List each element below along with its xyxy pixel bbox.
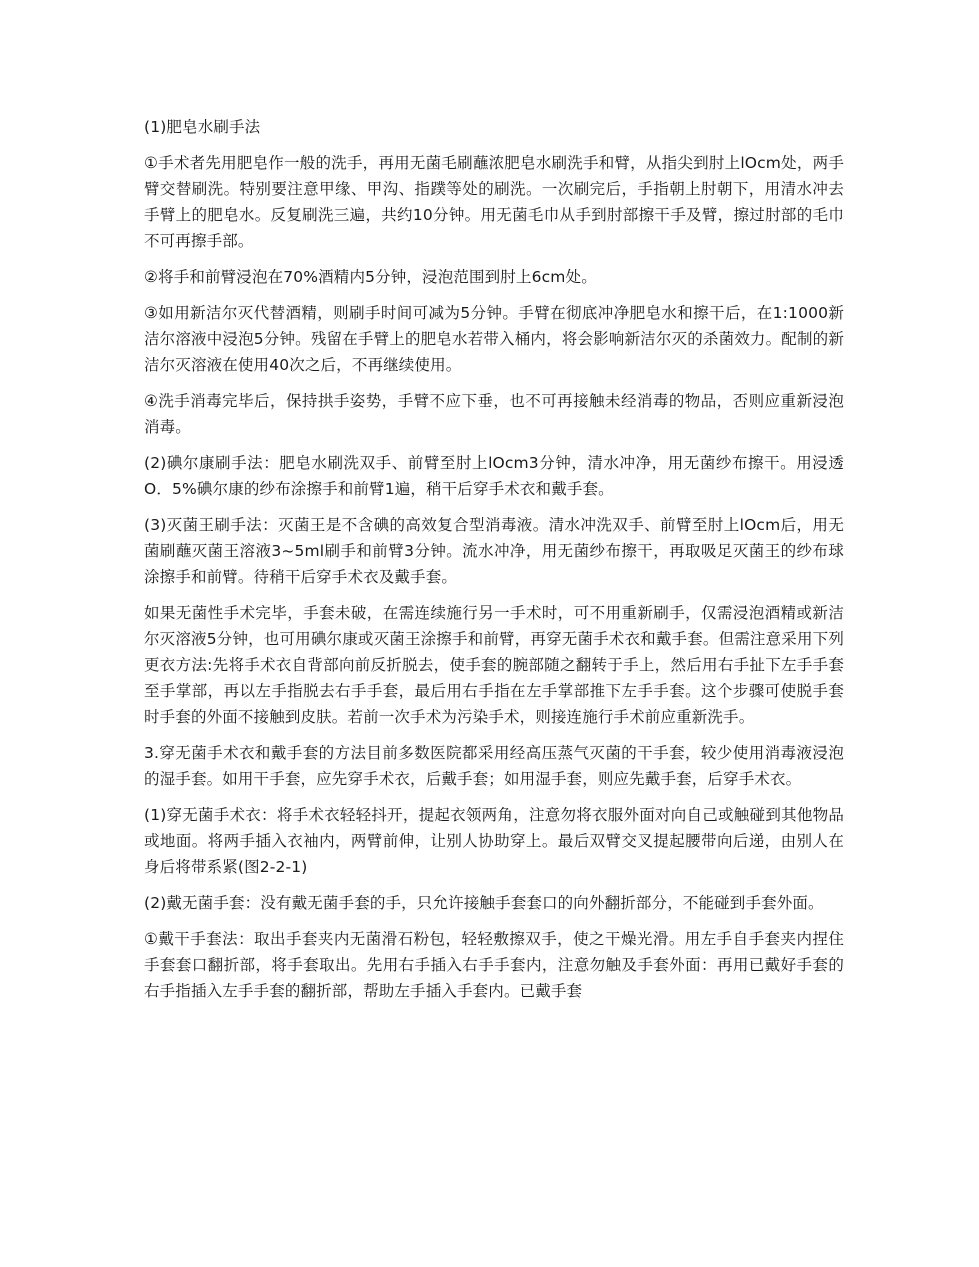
paragraph-wear-gloves: (2)戴无菌手套：没有戴无菌手套的手，只允许接触手套套口的向外翻折部分，不能碰到手套外面。 xyxy=(144,894,824,912)
paragraph-iodine-scrub: (2)碘尔康刷手法：肥皂水刷洗双手、前臂至肘上lOcm3分钟，清水冲净，用无菌纱布擦干。用浸透O．5%碘尔康的纱布涂擦手和前臂1遍，稍干后穿手术衣和戴手套。 xyxy=(144,454,844,498)
paragraph-sterilizer-scrub: (3)灭菌王刷手法：灭菌王是不含碘的高效复合型消毒液。清水冲洗双手、前臂至肘上lOcm后，用无菌刷蘸灭菌王溶液3~5ml刷手和前臂3分钟。流水冲净，用无菌纱布擦干，再取吸足灭菌王的纱布球涂擦手和前臂。待稍干后穿手术衣及戴手套。 xyxy=(144,516,844,586)
document-page xyxy=(144,114,844,1014)
paragraph-dry-gloves: ①戴干手套法：取出手套夹内无菌滑石粉包，轻轻敷擦双手，使之干燥光滑。用左手自手套夹内捏住手套套口翻折部，将手套取出。先用右手插入右手手套内，注意勿触及手套外面：再用已戴好手套的右手指插入左手手套的翻折部，帮助左手插入手套内。已戴手套 xyxy=(144,930,844,1000)
paragraph-wear-gown: (1)穿无菌手术衣：将手术衣轻轻抖开，提起衣领两角，注意勿将衣服外面对向自己或触碰到其他物品或地面。将两手插入衣袖内，两臂前伸，让别人协助穿上。最后双臂交叉提起腰带向后递，由别人在身后将带系紧(图2-2-1) xyxy=(144,806,844,876)
paragraph-step-3: ③如用新洁尔灭代替酒精，则刷手时间可减为5分钟。手臂在彻底冲净肥皂水和擦干后，在1:1000新洁尔溶液中浸泡5分钟。残留在手臂上的肥皂水若带入桶内，将会影响新洁尔灭的杀菌效力。配制的新洁尔灭溶液在使用40次之后，不再继续使用。 xyxy=(144,304,844,374)
paragraph-step-2: ②将手和前臂浸泡在70%酒精内5分钟，浸泡范围到肘上6cm处。 xyxy=(144,268,597,286)
paragraph-step-4: ④洗手消毒完毕后，保持拱手姿势，手臂不应下垂，也不可再接触未经消毒的物品，否则应重新浸泡消毒。 xyxy=(144,392,844,436)
paragraph-step-1: ①手术者先用肥皂作一般的洗手，再用无菌毛刷蘸浓肥皂水刷洗手和臂，从指尖到肘上lOcm处，两手臂交替刷洗。特别要注意甲缘、甲沟、指蹼等处的刷洗。一次刷完后，手指朝上肘朝下，用清水冲去手臂上的肥皂水。反复刷洗三遍，共约10分钟。用无菌毛巾从手到肘部擦干手及臂，擦过肘部的毛巾不可再擦手部。 xyxy=(144,154,844,250)
paragraph-gown-and-gloves: 3.穿无菌手术衣和戴手套的方法目前多数医院都采用经高压蒸气灭菌的干手套，较少使用消毒液浸泡的湿手套。如用干手套，应先穿手术衣，后戴手套；如用湿手套，则应先戴手套，后穿手术衣。 xyxy=(144,744,844,788)
paragraph-consecutive-surgery: 如果无菌性手术完毕，手套未破，在需连续施行另一手术时，可不用重新刷手，仅需浸泡酒精或新洁尔灭溶液5分钟，也可用碘尔康或灭菌王涂擦手和前臂，再穿无菌手术衣和戴手套。但需注意采用下列更衣方法:先将手术衣自背部向前反折脱去，使手套的腕部随之翻转于手上，然后用右手扯下左手手套至手掌部，再以左手指脱去右手手套，最后用右手指在左手掌部推下左手手套。这个步骤可使脱手套时手套的外面不接触到皮肤。若前一次手术为污染手术，则接连施行手术前应重新洗手。 xyxy=(144,604,844,726)
heading-soap-scrub: (1)肥皂水刷手法 xyxy=(144,118,261,136)
